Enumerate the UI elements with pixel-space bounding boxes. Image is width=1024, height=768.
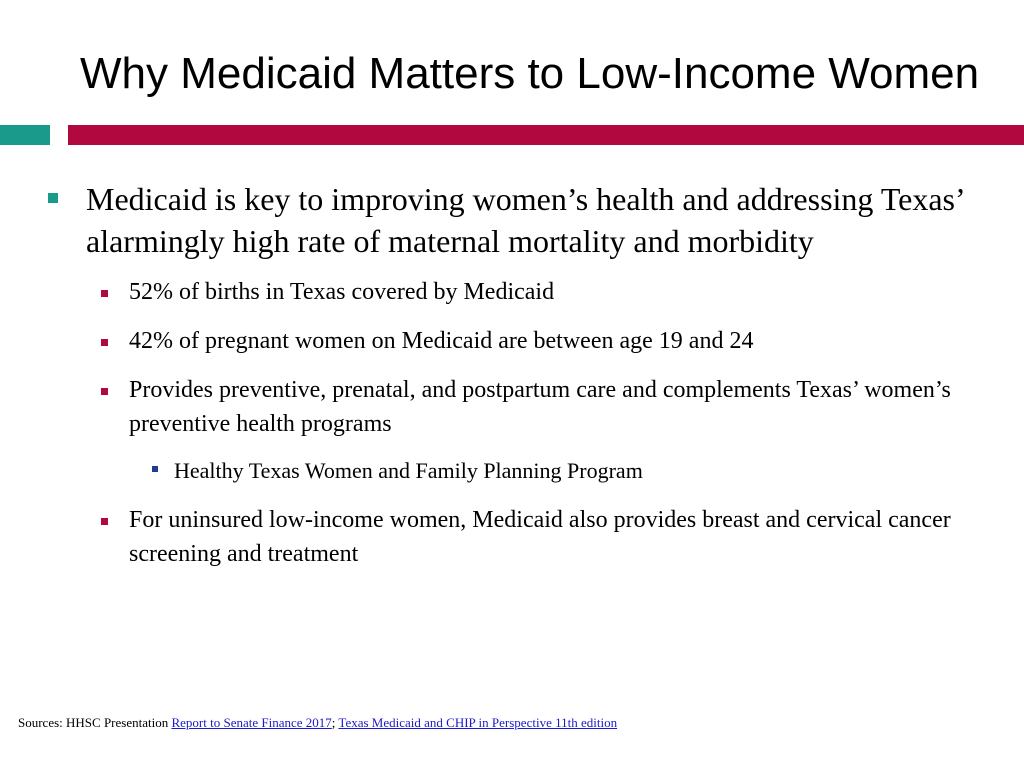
square-bullet-icon (101, 388, 108, 395)
sources-separator: ; (331, 715, 339, 730)
square-bullet-icon (101, 290, 108, 297)
bullet-main: Medicaid is key to improving women’s health and addressing Texas’ alarmingly high rate of maternal mortality and morbidity (86, 181, 964, 259)
bullet-pregnant-women-age: 42% of pregnant women on Medicaid are between age 19 and 24 (129, 328, 754, 354)
bullet-preventive-care: Provides preventive, prenatal, and postpartum care and complements Texas’ women’s preventive health programs (129, 377, 951, 437)
bullet-cancer-screening: For uninsured low-income women, Medicaid also provides breast and cervical cancer screening and treatment (129, 507, 951, 567)
bullet-healthy-texas-women: Healthy Texas Women and Family Planning Program (174, 458, 643, 483)
square-bullet-icon (101, 339, 108, 346)
square-bullet-icon (101, 518, 108, 525)
bullet-births-covered: 52% of births in Texas covered by Medicaid (129, 279, 555, 305)
link-medicaid-chip-perspective[interactable]: Texas Medicaid and CHIP in Perspective 11th edition (338, 715, 618, 730)
slide-title: Why Medicaid Matters to Low-Income Women (80, 49, 980, 98)
sources-footer (18, 714, 617, 732)
link-senate-finance-report[interactable]: Report to Senate Finance 2017 (171, 715, 332, 730)
square-bullet-icon (152, 466, 158, 472)
square-bullet-icon (48, 193, 58, 203)
sources-prefix: Sources: HHSC Presentation (18, 715, 172, 730)
